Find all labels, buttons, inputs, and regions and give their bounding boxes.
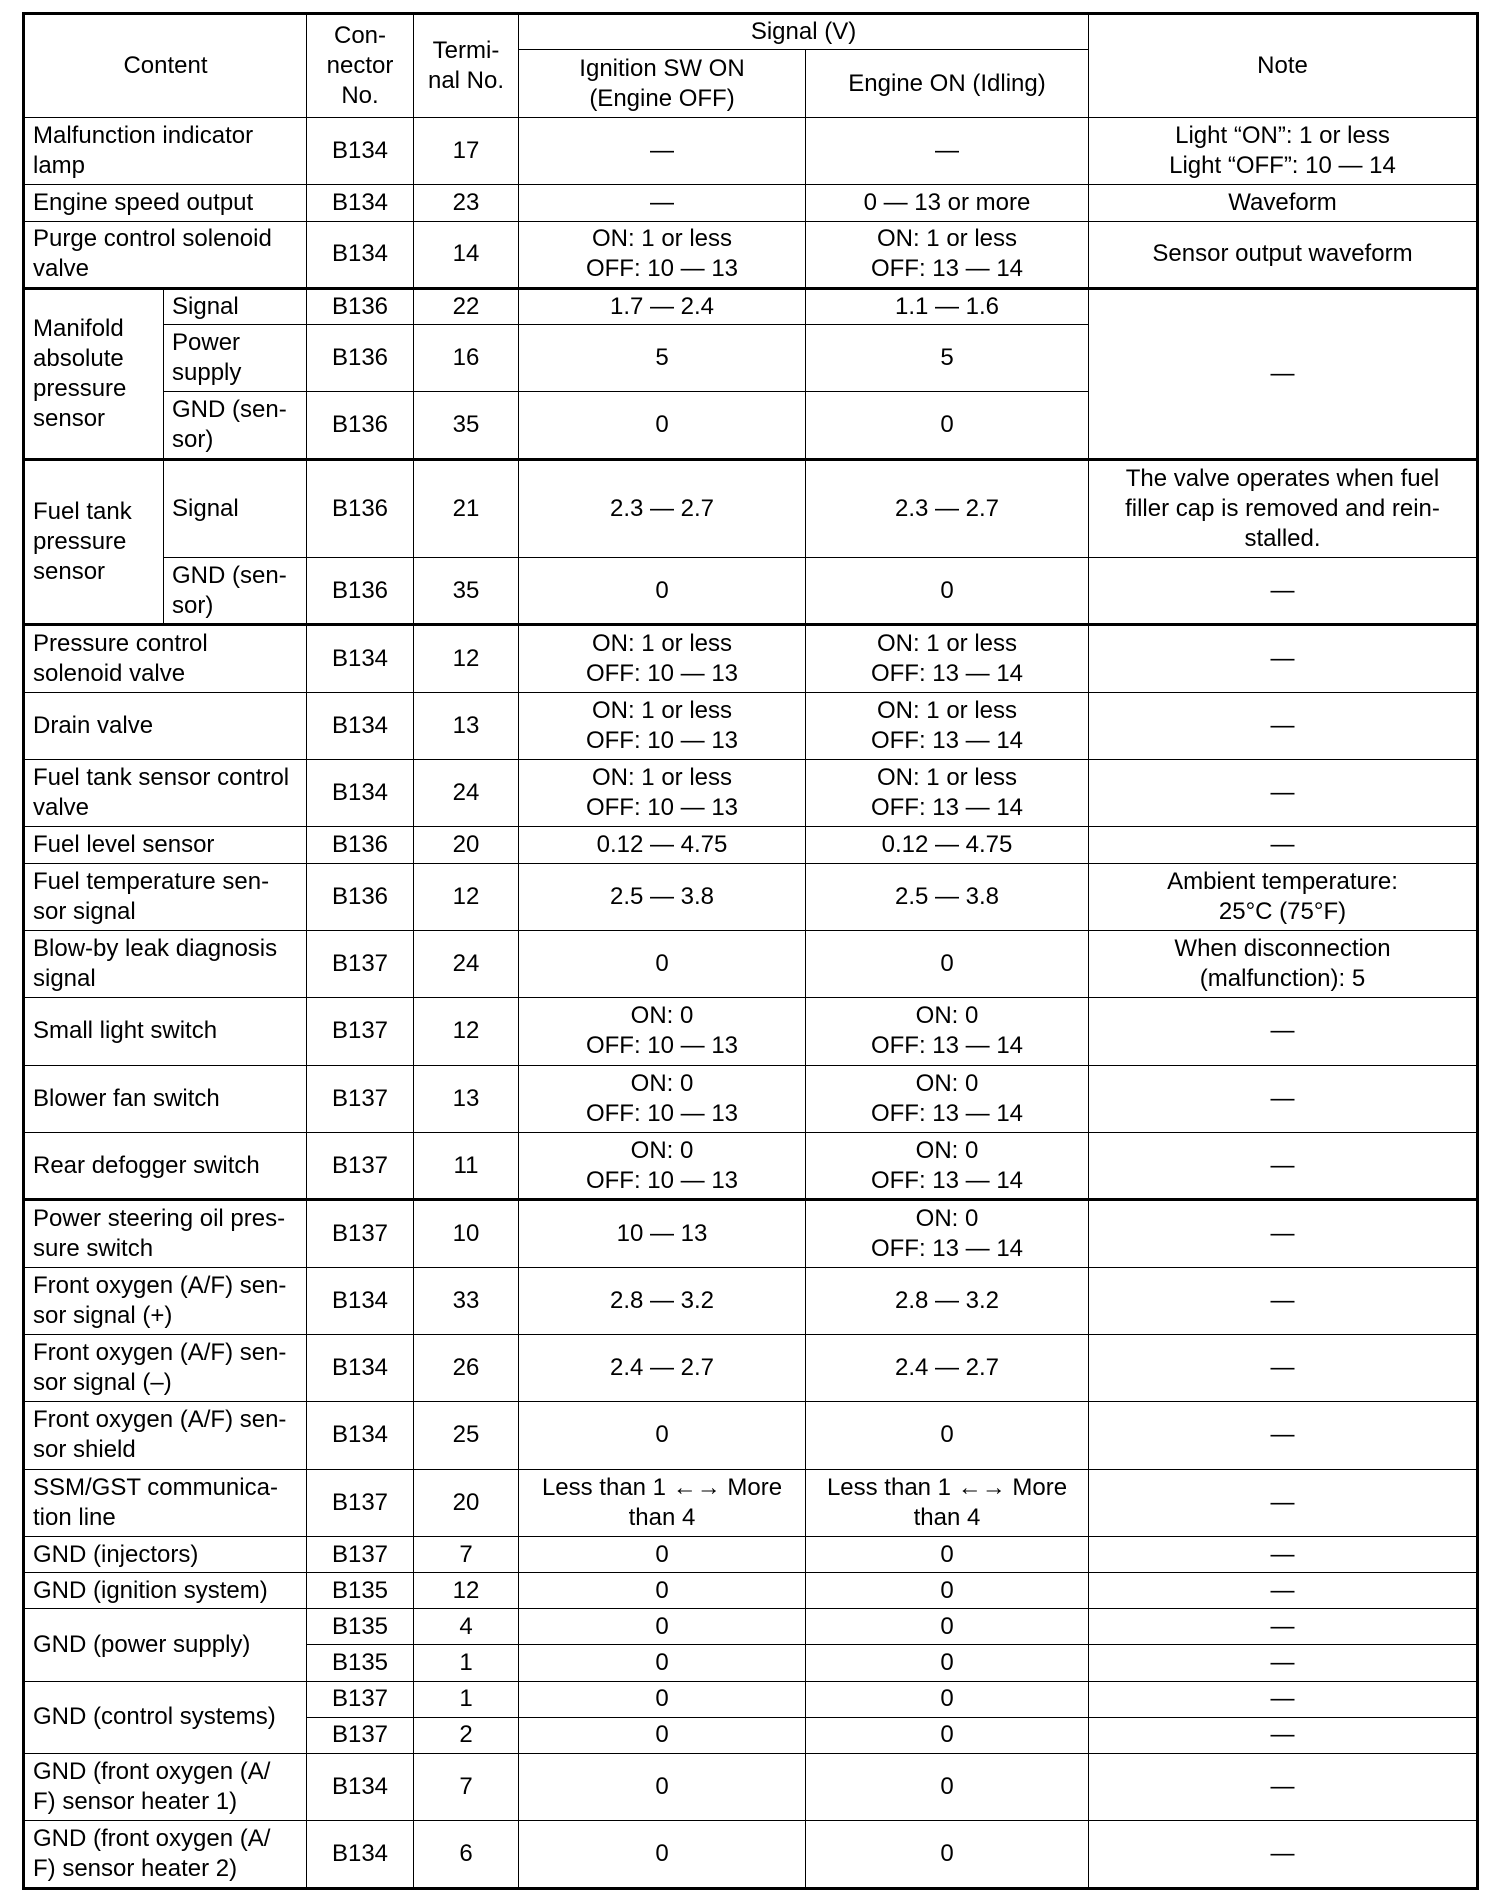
row-content: Fuel temperature sen- sor signal [24,863,307,930]
terminal-cell: 24 [414,930,519,997]
row-content: GND (front oxygen (A/ F) sensor heater 1) [24,1753,307,1820]
sub-label: GND (sen- sor) [164,558,307,625]
row-content: Power steering oil pres- sure switch [24,1200,307,1267]
note-cell: — [1089,1334,1478,1401]
engine-on-cell: 2.5 — 3.8 [806,863,1089,930]
note-cell: — [1089,1717,1478,1753]
terminal-cell: 1 [414,1645,519,1681]
engine-on-cell: ON: 1 or less OFF: 13 — 14 [806,760,1089,827]
terminal-cell: 6 [414,1821,519,1889]
engine-on-cell: 0.12 — 4.75 [806,827,1089,863]
row-content: Front oxygen (A/F) sen- sor signal (–) [24,1334,307,1401]
terminal-cell: 24 [414,760,519,827]
row-content: GND (injectors) [24,1536,307,1572]
terminal-cell: 25 [414,1402,519,1469]
terminal-cell: 17 [414,118,519,185]
connector-cell: B135 [307,1609,414,1645]
engine-on-cell: 0 [806,1609,1089,1645]
terminal-cell: 22 [414,288,519,324]
row-content: Drain valve [24,692,307,759]
connector-cell: B137 [307,1132,414,1199]
table-row [24,998,1478,1065]
ignition-on-cell: ON: 0 OFF: 10 — 13 [519,1065,806,1132]
table-row [24,1536,1478,1572]
ignition-on-cell: ON: 1 or less OFF: 10 — 13 [519,625,806,692]
engine-on-cell: 0 [806,1573,1089,1609]
connector-cell: B137 [307,1469,414,1536]
engine-on-cell: — [806,118,1089,185]
header-terminal-no: Termi- nal No. [414,14,519,118]
note-cell: Ambient temperature: 25°C (75°F) [1089,863,1478,930]
header-engine-on: Engine ON (Idling) [806,50,1089,118]
ignition-on-cell: 2.3 — 2.7 [519,459,806,558]
connector-cell: B134 [307,185,414,221]
table-row [24,930,1478,997]
connector-cell: B134 [307,692,414,759]
note-cell: — [1089,1200,1478,1267]
engine-on-cell: ON: 1 or less OFF: 13 — 14 [806,221,1089,288]
ignition-on-cell: ON: 0 OFF: 10 — 13 [519,998,806,1065]
terminal-cell: 13 [414,1065,519,1132]
row-content: Front oxygen (A/F) sen- sor signal (+) [24,1267,307,1334]
terminal-cell: 35 [414,392,519,459]
connector-cell: B134 [307,625,414,692]
engine-on-cell: 0 — 13 or more [806,185,1089,221]
table-row [24,760,1478,827]
table-row [24,692,1478,759]
connector-cell: B135 [307,1573,414,1609]
table-row [24,625,1478,692]
note-cell: — [1089,1573,1478,1609]
connector-cell: B134 [307,1402,414,1469]
row-content: Rear defogger switch [24,1132,307,1199]
note-cell: — [1089,760,1478,827]
row-content: Pressure control solenoid valve [24,625,307,692]
ignition-on-cell: — [519,185,806,221]
table-row [24,1821,1478,1889]
engine-on-cell: 1.1 — 1.6 [806,288,1089,324]
terminal-cell: 23 [414,185,519,221]
note-cell: — [1089,288,1478,459]
engine-on-cell: Less than 1 ←→ More than 4 [806,1469,1089,1536]
ignition-on-cell: 10 — 13 [519,1200,806,1267]
ignition-on-cell: 0 [519,1536,806,1572]
ignition-on-cell: 0 [519,930,806,997]
ignition-on-cell: ON: 1 or less OFF: 10 — 13 [519,692,806,759]
table-row [24,288,1478,324]
row-content: Blower fan switch [24,1065,307,1132]
note-cell: — [1089,1469,1478,1536]
table-row [24,1609,1478,1645]
engine-on-cell: 0 [806,1681,1089,1717]
engine-on-cell: 0 [806,392,1089,459]
ignition-on-cell: 0 [519,1573,806,1609]
ignition-on-cell: 2.5 — 3.8 [519,863,806,930]
terminal-cell: 12 [414,863,519,930]
engine-on-cell: ON: 0 OFF: 13 — 14 [806,1065,1089,1132]
engine-on-cell: ON: 0 OFF: 13 — 14 [806,1200,1089,1267]
connector-cell: B137 [307,1200,414,1267]
note-cell: Waveform [1089,185,1478,221]
terminal-cell: 12 [414,625,519,692]
table-row [24,863,1478,930]
ignition-on-cell: 0 [519,1609,806,1645]
header-ignition-sw-on: Ignition SW ON (Engine OFF) [519,50,806,118]
terminal-cell: 20 [414,1469,519,1536]
terminal-cell: 1 [414,1681,519,1717]
group-label: Manifold absolute pressure sensor [24,288,164,459]
engine-on-cell: 0 [806,930,1089,997]
ignition-on-cell: 2.8 — 3.2 [519,1267,806,1334]
ignition-on-cell: 0 [519,392,806,459]
row-content: GND (control systems) [24,1681,307,1753]
note-cell: — [1089,827,1478,863]
connector-cell: B137 [307,1681,414,1717]
table-row [24,1334,1478,1401]
terminal-cell: 4 [414,1609,519,1645]
ignition-on-cell: 0 [519,1753,806,1820]
note-cell: — [1089,1681,1478,1717]
connector-cell: B137 [307,1065,414,1132]
note-cell: — [1089,558,1478,625]
note-cell: — [1089,1132,1478,1199]
ignition-on-cell: 0 [519,1645,806,1681]
terminal-cell: 26 [414,1334,519,1401]
connector-cell: B134 [307,118,414,185]
note-cell: — [1089,692,1478,759]
connector-cell: B136 [307,558,414,625]
ignition-on-cell: 0 [519,1717,806,1753]
connector-cell: B136 [307,459,414,558]
engine-on-cell: 2.8 — 3.2 [806,1267,1089,1334]
row-content: SSM/GST communica- tion line [24,1469,307,1536]
note-cell: — [1089,1065,1478,1132]
engine-on-cell: 0 [806,1645,1089,1681]
note-cell: — [1089,1753,1478,1820]
connector-cell: B135 [307,1645,414,1681]
header-note: Note [1089,14,1478,118]
ignition-on-cell: 2.4 — 2.7 [519,1334,806,1401]
engine-on-cell: 2.3 — 2.7 [806,459,1089,558]
connector-cell: B136 [307,392,414,459]
ignition-on-cell: 0 [519,1681,806,1717]
terminal-cell: 2 [414,1717,519,1753]
ignition-on-cell: Less than 1 ←→ More than 4 [519,1469,806,1536]
terminal-cell: 11 [414,1132,519,1199]
connector-cell: B134 [307,760,414,827]
terminal-cell: 16 [414,325,519,392]
note-cell: — [1089,1609,1478,1645]
table-row [24,1573,1478,1609]
ignition-on-cell: 1.7 — 2.4 [519,288,806,324]
terminal-signal-table [22,12,1479,1890]
terminal-cell: 7 [414,1753,519,1820]
note-cell: — [1089,625,1478,692]
table-row [24,1681,1478,1717]
note-cell: — [1089,1267,1478,1334]
engine-on-cell: 0 [806,1821,1089,1889]
row-content: Blow-by leak diagnosis signal [24,930,307,997]
connector-cell: B137 [307,998,414,1065]
table-row [24,459,1478,558]
terminal-cell: 12 [414,1573,519,1609]
table-row [24,221,1478,288]
engine-on-cell: 0 [806,1753,1089,1820]
note-cell: — [1089,1821,1478,1889]
engine-on-cell: 0 [806,558,1089,625]
header-content: Content [24,14,307,118]
row-content: Front oxygen (A/F) sen- sor shield [24,1402,307,1469]
table-row [24,827,1478,863]
ignition-on-cell: 5 [519,325,806,392]
connector-cell: B137 [307,930,414,997]
ignition-on-cell: 0 [519,1821,806,1889]
terminal-cell: 33 [414,1267,519,1334]
terminal-cell: 21 [414,459,519,558]
ignition-on-cell: — [519,118,806,185]
engine-on-cell: 5 [806,325,1089,392]
terminal-cell: 10 [414,1200,519,1267]
table-row [24,185,1478,221]
table-row [24,1469,1478,1536]
table-header [24,14,1478,118]
connector-cell: B134 [307,1821,414,1889]
terminal-cell: 12 [414,998,519,1065]
note-cell: Sensor output waveform [1089,221,1478,288]
connector-cell: B136 [307,827,414,863]
engine-on-cell: ON: 1 or less OFF: 13 — 14 [806,692,1089,759]
row-content: GND (power supply) [24,1609,307,1681]
connector-cell: B134 [307,1753,414,1820]
note-cell: — [1089,1402,1478,1469]
ignition-on-cell: 0 [519,1402,806,1469]
row-content: Fuel tank sensor control valve [24,760,307,827]
connector-cell: B136 [307,325,414,392]
note-cell: — [1089,1536,1478,1572]
row-content: Small light switch [24,998,307,1065]
ignition-on-cell: 0.12 — 4.75 [519,827,806,863]
engine-on-cell: ON: 0 OFF: 13 — 14 [806,998,1089,1065]
ignition-on-cell: ON: 1 or less OFF: 10 — 13 [519,221,806,288]
table-row [24,1267,1478,1334]
engine-on-cell: 0 [806,1402,1089,1469]
terminal-cell: 13 [414,692,519,759]
note-cell: When disconnection (malfunction): 5 [1089,930,1478,997]
table-row [24,558,1478,625]
engine-on-cell: ON: 0 OFF: 13 — 14 [806,1132,1089,1199]
row-content: Purge control solenoid valve [24,221,307,288]
table-row [24,1065,1478,1132]
terminal-cell: 14 [414,221,519,288]
ignition-on-cell: 0 [519,558,806,625]
row-content: GND (front oxygen (A/ F) sensor heater 2) [24,1821,307,1889]
row-content: Malfunction indicator lamp [24,118,307,185]
connector-cell: B136 [307,863,414,930]
header-connector-no: Con- nector No. [307,14,414,118]
terminal-cell: 35 [414,558,519,625]
engine-on-cell: 2.4 — 2.7 [806,1334,1089,1401]
note-cell: The valve operates when fuel filler cap is removed and rein- stalled. [1089,459,1478,558]
table-row [24,1402,1478,1469]
connector-cell: B134 [307,221,414,288]
engine-on-cell: 0 [806,1717,1089,1753]
terminal-cell: 7 [414,1536,519,1572]
connector-cell: B137 [307,1536,414,1572]
ignition-on-cell: ON: 1 or less OFF: 10 — 13 [519,760,806,827]
connector-cell: B134 [307,1334,414,1401]
engine-on-cell: ON: 1 or less OFF: 13 — 14 [806,625,1089,692]
table-row [24,118,1478,185]
row-content: Fuel level sensor [24,827,307,863]
sub-label: Signal [164,459,307,558]
connector-cell: B137 [307,1717,414,1753]
table-row [24,1132,1478,1199]
sub-label: Power supply [164,325,307,392]
group-label: Fuel tank pressure sensor [24,459,164,625]
engine-on-cell: 0 [806,1536,1089,1572]
table-row [24,1200,1478,1267]
header-signal-v: Signal (V) [519,14,1089,50]
connector-cell: B136 [307,288,414,324]
ignition-on-cell: ON: 0 OFF: 10 — 13 [519,1132,806,1199]
connector-cell: B134 [307,1267,414,1334]
row-content: GND (ignition system) [24,1573,307,1609]
sub-label: Signal [164,288,307,324]
row-content: Engine speed output [24,185,307,221]
note-cell: Light “ON”: 1 or less Light “OFF”: 10 — 14 [1089,118,1478,185]
table-row [24,1753,1478,1820]
sub-label: GND (sen- sor) [164,392,307,459]
note-cell: — [1089,1645,1478,1681]
terminal-cell: 20 [414,827,519,863]
note-cell: — [1089,998,1478,1065]
